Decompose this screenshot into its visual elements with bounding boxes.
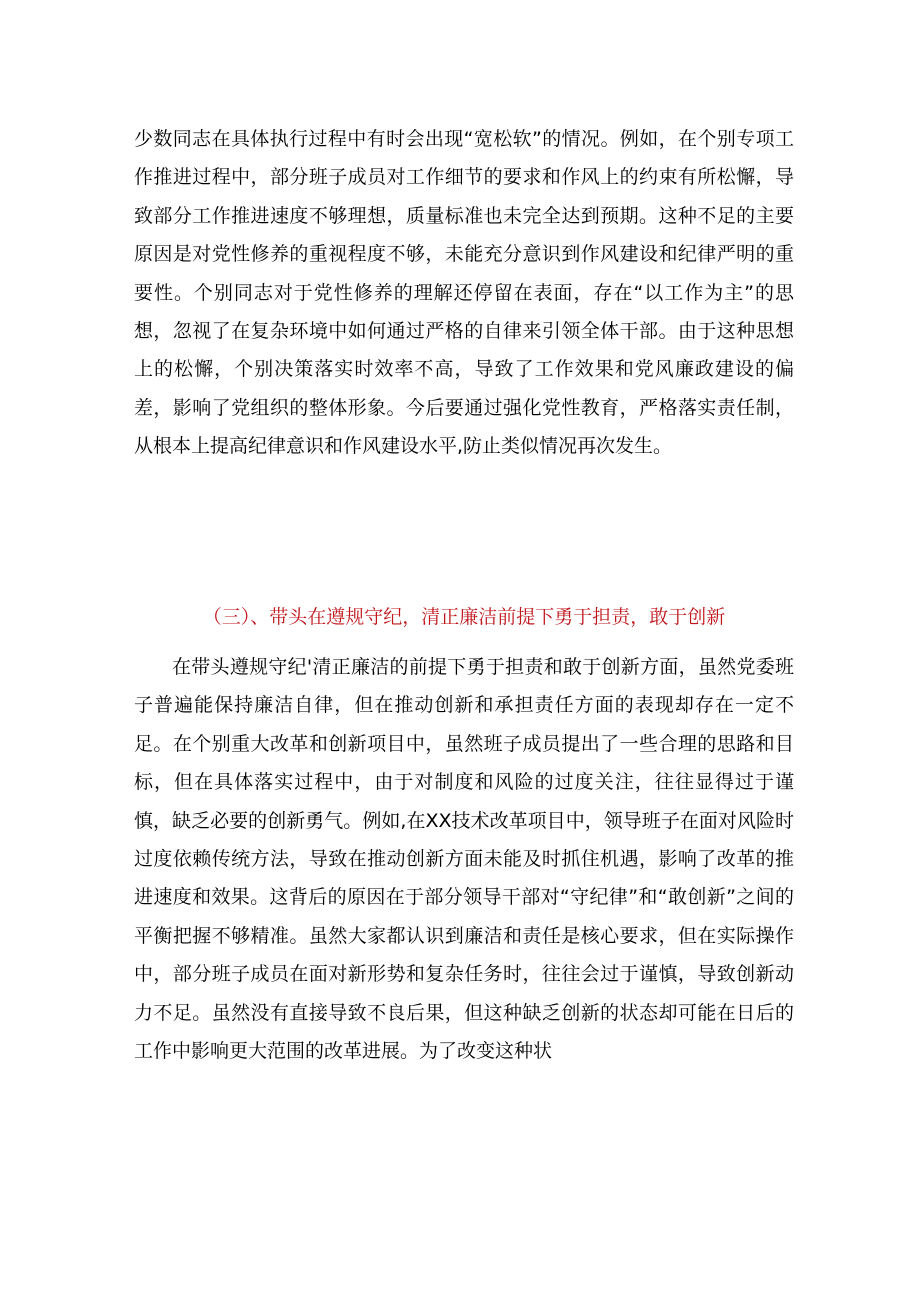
body-paragraph-2: 在带头遵规守纪'清正廉洁的前提下勇于担责和敢于创新方面，虽然党委班子普遍能保持廉洁自律，但在推动创新和承担责任方面的表现却存在一定不足。在个别重大改革和创新项目中，虽然班子成员提出了一些合理的思路和目标，但在具体落实过程中，由于对制度和风险的过度关注，往往显得过于谨慎，缺乏必要的创新勇气。例如,在XX技术改革项目中，领导班子在面对风险时过度依赖传统方法，导致在推动创新方面未能及时抓住机遇，影响了改革的推进速度和效果。这背后的原因在于部分领导干部对“守纪律”和“敢创新”之间的平衡把握不够精准。虽然大家都认识到廉洁和责任是核心要求，但在实际操作中，部分班子成员在面对新形势和复杂任务时，往往会过于谨慎，导致创新动力不足。虽然没有直接导致不良后果，但这种缺乏创新的状态却可能在日后的工作中影响更大范围的改革进展。为了改变这种状 bbox=[134, 656, 794, 1063]
section-heading: （三）、带头在遵规守纪，清正廉洁前提下勇于担责，敢于创新 bbox=[202, 606, 726, 628]
body-paragraph-1: 少数同志在具体执行过程中有时会出现“宽松软”的情况。例如，在个别专项工作推进过程中，部分班子成员对工作细节的要求和作风上的约束有所松懈，导致部分工作推进速度不够理想，质量标准也未完全达到预期。这种不足的主要原因是对党性修养的重视程度不够，未能充分意识到作风建设和纪律严明的重要性。个别同志对于党性修养的理解还停留在表面，存在“以工作为主”的思想，忽视了在复杂环境中如何通过严格的自律来引领全体干部。由于这种思想上的松懈，个别决策落实时效率不高，导致了工作效果和党风廉政建设的偏差，影响了党组织的整体形象。今后要通过强化党性教育，严格落实责任制，从根本上提高纪律意识和作风建设水平,防止类似情况再次发生。 bbox=[134, 128, 794, 458]
